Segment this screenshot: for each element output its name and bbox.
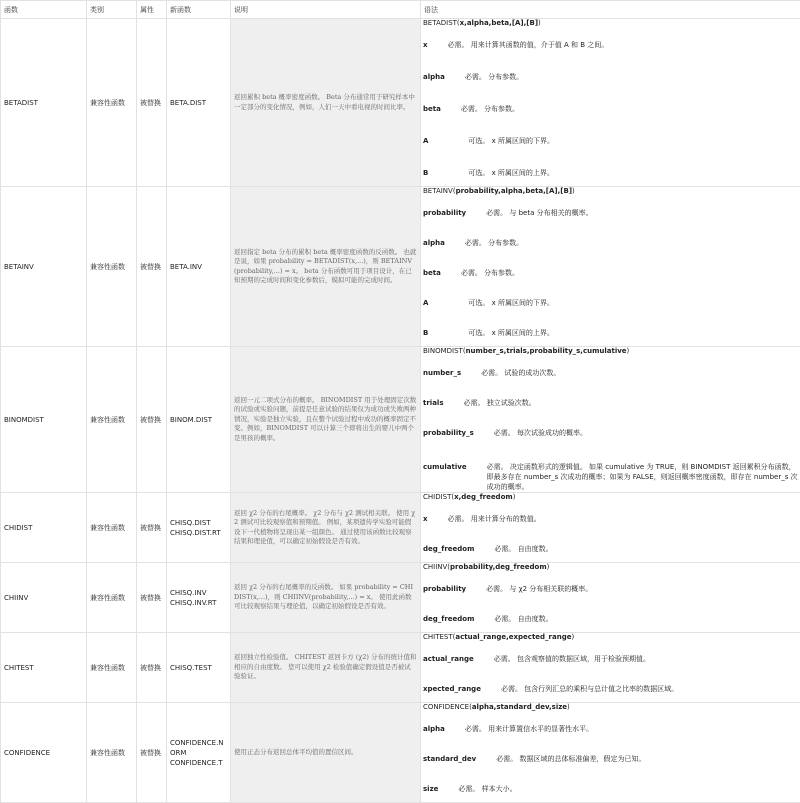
param-name: B bbox=[423, 328, 428, 338]
param-name: probability bbox=[423, 584, 466, 594]
cell-syntax bbox=[421, 347, 800, 493]
cell-desc: 返回 χ2 分布的右尾概率的反函数。 如果 probability = CHIDIST(x,...)，则 CHIINV(probability,...) = x。 使用此函数可比较观察结果与理论值，以确定初始假设是否有效。 bbox=[231, 563, 421, 633]
cell-newfunc: BETA.DIST bbox=[167, 19, 231, 187]
cell-category: 兼容性函数 bbox=[87, 187, 137, 347]
cell-category: 兼容性函数 bbox=[87, 563, 137, 633]
syntax-args: x,alpha,beta,[A],[B] bbox=[460, 19, 538, 27]
cell-func: BETAINV bbox=[1, 187, 87, 347]
syntax-fn-name: BETADIST( bbox=[423, 19, 460, 27]
param-name: beta bbox=[423, 104, 441, 114]
cell-newfunc: BETA.INV bbox=[167, 187, 231, 347]
param-name: trials bbox=[423, 398, 444, 408]
syntax-fn-name: BETAINV( bbox=[423, 187, 456, 195]
param-desc: 必需。 包含观察值的数据区域，用于检验预期值。 bbox=[494, 654, 650, 664]
param-row bbox=[423, 514, 798, 532]
syntax-args: probability,alpha,beta,[A],[B] bbox=[456, 187, 572, 195]
param-desc: 必需。 决定函数形式的逻辑值。 如果 cumulative 为 TRUE，则 BINOMDIST 返回累积分布函数，即最多存在 number_s 次成功的概率；如果为 FALSE，则返回概率密度函数，即存在 number_s 次成功的概率。 bbox=[487, 462, 798, 492]
syntax-args: alpha,standard_dev,size bbox=[472, 703, 567, 711]
cell-attr: 被替换 bbox=[137, 493, 167, 563]
cell-category: 兼容性函数 bbox=[87, 633, 137, 703]
header-func: 函数 bbox=[1, 1, 87, 19]
param-row bbox=[423, 72, 798, 90]
cell-category: 兼容性函数 bbox=[87, 703, 137, 803]
table-row bbox=[1, 19, 800, 187]
param-row bbox=[423, 168, 798, 186]
table-row bbox=[1, 563, 800, 633]
param-row bbox=[423, 654, 798, 672]
syntax-signature bbox=[423, 563, 798, 572]
param-row bbox=[423, 368, 798, 386]
syntax-fn-name: CHIDIST( bbox=[423, 493, 454, 501]
header-row bbox=[1, 1, 800, 19]
param-desc: 可选。 x 所属区间的下界。 bbox=[468, 298, 554, 308]
param-name: beta bbox=[423, 268, 441, 278]
cell-func: BINOMDIST bbox=[1, 347, 87, 493]
header-newfunc: 新函数 bbox=[167, 1, 231, 19]
param-name: xpected_range bbox=[423, 684, 481, 694]
param-desc: 必需。 与 χ2 分布相关联的概率。 bbox=[486, 584, 592, 594]
param-name: x bbox=[423, 40, 428, 50]
param-row bbox=[423, 684, 798, 702]
cell-syntax bbox=[421, 633, 800, 703]
cell-syntax bbox=[421, 493, 800, 563]
param-desc: 必需。 分布参数。 bbox=[461, 268, 519, 278]
cell-desc: 返回指定 beta 分布的累积 beta 概率密度函数的反函数。 也就是说，如果 probability = BETADIST(x,...)，则 BETAINV(probability,...) = x。 beta 分布函数可用于项目设计，在已知预期的完成时间和变化参数后，模拟可能的完成时间。 bbox=[231, 187, 421, 347]
syntax-signature bbox=[423, 493, 798, 502]
param-desc: 必需。 自由度数。 bbox=[494, 614, 552, 624]
param-name: alpha bbox=[423, 724, 445, 734]
table-row bbox=[1, 493, 800, 563]
cell-desc: 使用正态分布返回总体平均值的置信区间。 bbox=[231, 703, 421, 803]
param-name: x bbox=[423, 514, 428, 524]
param-name: probability_s bbox=[423, 428, 474, 438]
param-desc: 必需。 分布参数。 bbox=[465, 238, 523, 248]
param-row bbox=[423, 268, 798, 286]
param-desc: 必需。 数据区域的总体标准偏差，假定为已知。 bbox=[496, 754, 645, 764]
param-row bbox=[423, 104, 798, 122]
param-desc: 必需。 试验的成功次数。 bbox=[481, 368, 560, 378]
param-name: size bbox=[423, 784, 438, 794]
table-row bbox=[1, 347, 800, 493]
cell-newfunc: CONFIDENCE.NORM CONFIDENCE.T bbox=[167, 703, 231, 803]
cell-attr: 被替换 bbox=[137, 347, 167, 493]
syntax-fn-name: CONFIDENCE( bbox=[423, 703, 472, 711]
param-name: A bbox=[423, 298, 428, 308]
param-desc: 必需。 用来计算置信水平的显著性水平。 bbox=[465, 724, 593, 734]
cell-func: CHIINV bbox=[1, 563, 87, 633]
syntax-signature bbox=[423, 633, 798, 642]
header-desc: 说明 bbox=[231, 1, 421, 19]
cell-func: CHITEST bbox=[1, 633, 87, 703]
syntax-signature bbox=[423, 703, 798, 712]
param-desc: 可选。 x 所属区间的上界。 bbox=[468, 168, 554, 178]
cell-desc: 返回一元二项式分布的概率。 BINOMDIST 用于处理固定次数的试验或实验问题，前提是任意试验的结果仅为成功或失败两种情况，实验是独立实验，且在整个试验过程中成功的概率固定不变。例如，BINOMDIST 可以计算三个即将出生的婴儿中两个是男孩的概率。 bbox=[231, 347, 421, 493]
param-row bbox=[423, 544, 798, 562]
syntax-close: ) bbox=[513, 493, 516, 501]
param-name: deg_freedom bbox=[423, 614, 474, 624]
cell-desc: 返回独立性检验值。 CHITEST 返回卡方 (χ2) 分布的统计值和相应的自由度数。 您可以使用 χ2 检验值确定假设值是否被试验验证。 bbox=[231, 633, 421, 703]
param-desc: 必需。 用来计算分布的数值。 bbox=[448, 514, 541, 524]
cell-attr: 被替换 bbox=[137, 633, 167, 703]
syntax-args: probability,deg_freedom bbox=[450, 563, 547, 571]
param-desc: 必需。 分布参数。 bbox=[465, 72, 523, 82]
param-desc: 必需。 自由度数。 bbox=[494, 544, 552, 554]
syntax-close: ) bbox=[567, 703, 570, 711]
param-name: deg_freedom bbox=[423, 544, 474, 554]
syntax-close: ) bbox=[627, 347, 630, 355]
cell-attr: 被替换 bbox=[137, 187, 167, 347]
cell-newfunc: CHISQ.DIST CHISQ.DIST.RT bbox=[167, 493, 231, 563]
param-desc: 可选。 x 所属区间的上界。 bbox=[468, 328, 554, 338]
cell-attr: 被替换 bbox=[137, 703, 167, 803]
param-name: number_s bbox=[423, 368, 461, 378]
header-attr: 属性 bbox=[137, 1, 167, 19]
param-row bbox=[423, 40, 798, 58]
param-row bbox=[423, 208, 798, 226]
param-row bbox=[423, 754, 798, 772]
param-name: B bbox=[423, 168, 428, 178]
param-desc: 必需。 样本大小。 bbox=[458, 784, 516, 794]
param-desc: 必需。 每次试验成功的概率。 bbox=[494, 428, 587, 438]
param-row bbox=[423, 328, 798, 346]
syntax-close: ) bbox=[571, 633, 574, 641]
syntax-signature bbox=[423, 19, 798, 28]
syntax-args: actual_range,expected_range bbox=[455, 633, 571, 641]
syntax-args: number_s,trials,probability_s,cumulative bbox=[466, 347, 627, 355]
syntax-fn-name: CHITEST( bbox=[423, 633, 455, 641]
cell-func: BETADIST bbox=[1, 19, 87, 187]
param-desc: 必需。 与 beta 分布相关的概率。 bbox=[486, 208, 592, 218]
param-row bbox=[423, 298, 798, 316]
table-row bbox=[1, 703, 800, 803]
syntax-signature bbox=[423, 347, 798, 356]
param-name: standard_dev bbox=[423, 754, 476, 764]
param-row bbox=[423, 428, 798, 446]
param-row bbox=[423, 724, 798, 742]
param-desc: 必需。 独立试验次数。 bbox=[464, 398, 536, 408]
param-row bbox=[423, 136, 798, 154]
syntax-close: ) bbox=[572, 187, 575, 195]
syntax-args: x,deg_freedom bbox=[454, 493, 513, 501]
param-desc: 必需。 用来计算其函数的值，介于值 A 和 B 之间。 bbox=[448, 40, 609, 50]
param-desc: 必需。 包含行列汇总的乘积与总计值之比率的数据区域。 bbox=[501, 684, 678, 694]
param-name: alpha bbox=[423, 238, 445, 248]
cell-desc: 返回累积 beta 概率密度函数。 Beta 分布通常用于研究样本中一定部分的变化情况，例如，人们一天中看电视的时间比率。 bbox=[231, 19, 421, 187]
table-body bbox=[1, 19, 800, 803]
syntax-close: ) bbox=[538, 19, 541, 27]
param-row bbox=[423, 614, 798, 632]
cell-attr: 被替换 bbox=[137, 19, 167, 187]
param-row bbox=[423, 398, 798, 416]
cell-syntax bbox=[421, 563, 800, 633]
param-desc: 必需。 分布参数。 bbox=[461, 104, 519, 114]
param-name: cumulative bbox=[423, 462, 467, 472]
param-name: actual_range bbox=[423, 654, 474, 664]
cell-newfunc: CHISQ.INV CHISQ.INV.RT bbox=[167, 563, 231, 633]
header-category: 类别 bbox=[87, 1, 137, 19]
syntax-fn-name: BINOMDIST( bbox=[423, 347, 466, 355]
cell-attr: 被替换 bbox=[137, 563, 167, 633]
param-name: probability bbox=[423, 208, 466, 218]
cell-newfunc: BINOM.DIST bbox=[167, 347, 231, 493]
cell-category: 兼容性函数 bbox=[87, 19, 137, 187]
cell-func: CONFIDENCE bbox=[1, 703, 87, 803]
cell-category: 兼容性函数 bbox=[87, 347, 137, 493]
syntax-close: ) bbox=[547, 563, 550, 571]
table-row bbox=[1, 187, 800, 347]
cell-syntax bbox=[421, 187, 800, 347]
syntax-fn-name: CHIINV( bbox=[423, 563, 450, 571]
param-row bbox=[423, 238, 798, 256]
cell-syntax bbox=[421, 703, 800, 803]
cell-category: 兼容性函数 bbox=[87, 493, 137, 563]
table-row bbox=[1, 633, 800, 703]
header-syntax: 语法 bbox=[421, 1, 800, 19]
param-row bbox=[423, 584, 798, 602]
cell-desc: 返回 χ2 分布的右尾概率。 χ2 分布与 χ2 测试相关联。 使用 χ2 测试可比较观察值和预期值。 例如，某项遗传学实验可能假设下一代植物将呈现出某一组颜色。 通过使用该函数比较观察结果和理论值，可以确定初始假设是否有效。 bbox=[231, 493, 421, 563]
param-name: alpha bbox=[423, 72, 445, 82]
param-row bbox=[423, 462, 798, 492]
param-desc: 可选。 x 所属区间的下界。 bbox=[468, 136, 554, 146]
syntax-signature bbox=[423, 187, 798, 196]
param-name: A bbox=[423, 136, 428, 146]
param-row bbox=[423, 784, 798, 802]
cell-newfunc: CHISQ.TEST bbox=[167, 633, 231, 703]
cell-syntax bbox=[421, 19, 800, 187]
cell-func: CHIDIST bbox=[1, 493, 87, 563]
